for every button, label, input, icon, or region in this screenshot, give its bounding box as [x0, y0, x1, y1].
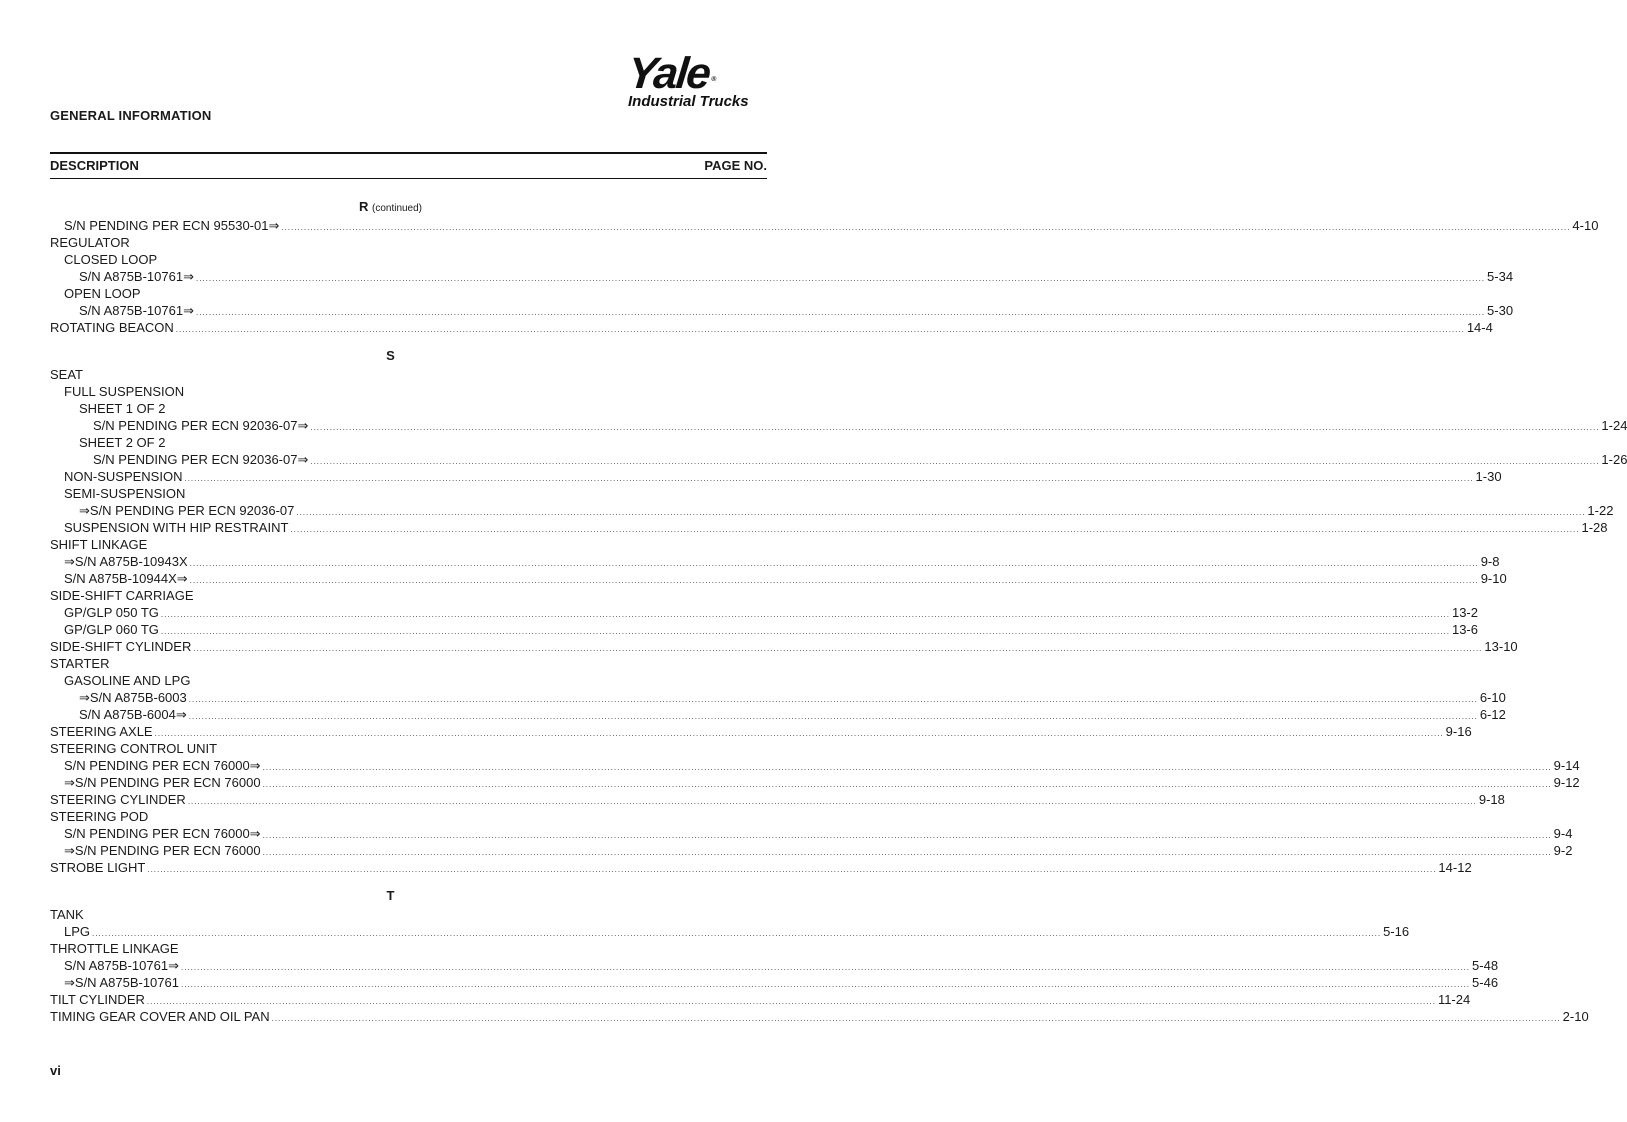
- entry-page-number: 11-24: [1437, 992, 1471, 1007]
- index-entry: [50, 302, 1514, 319]
- entry-label: ⇒S/N A875B-10943X: [64, 554, 188, 569]
- section-letter-heading: [14, 196, 767, 217]
- entry-label: SIDE-SHIFT CYLINDER: [50, 639, 192, 654]
- entry-page-number: 1-30: [1475, 469, 1502, 484]
- entry-label: GP/GLP 060 TG: [64, 622, 159, 637]
- entry-label: SEMI-SUSPENSION: [64, 486, 186, 501]
- entry-page-number: 9-4: [1553, 826, 1573, 841]
- dot-leader: ................................................................................................................................................................................................................................................................................................................................................................................................................: [175, 325, 1465, 334]
- entry-page-number: 1-22: [1587, 503, 1614, 518]
- index-entry: [50, 740, 767, 757]
- header-rule-bottom: [50, 178, 767, 179]
- entry-page-number: 1-24: [1601, 418, 1627, 433]
- section-title: GENERAL INFORMATION: [50, 108, 212, 123]
- entry-label: GASOLINE AND LPG: [64, 673, 191, 688]
- index-entry: [50, 400, 767, 417]
- dot-leader: ................................................................................................................................................................................................................................................................................................................................................................................................................: [271, 1014, 1561, 1023]
- entry-label: STROBE LIGHT: [50, 860, 146, 875]
- entry-label: STARTER: [50, 656, 110, 671]
- entry-label: S/N PENDING PER ECN 92036-07⇒: [93, 418, 309, 433]
- index-entry: [50, 638, 1518, 655]
- index-entry: [50, 825, 1573, 842]
- dot-leader: ................................................................................................................................................................................................................................................................................................................................................................................................................: [195, 274, 1486, 283]
- index-entry: [50, 217, 1599, 234]
- entry-label: THROTTLE LINKAGE: [50, 941, 179, 956]
- logo-subtitle: Industrial Trucks: [628, 93, 749, 110]
- entry-page-number: 9-18: [1478, 792, 1505, 807]
- index-entry: [50, 587, 767, 604]
- index-entry: [50, 723, 1472, 740]
- entry-label: ROTATING BEACON: [50, 320, 174, 335]
- section-continued-note: (continued): [371, 203, 423, 214]
- entry-label: GP/GLP 050 TG: [64, 605, 159, 620]
- index-entry: [50, 570, 1507, 587]
- index-entry: [50, 655, 767, 672]
- section-letter-heading: [14, 885, 767, 906]
- dot-leader: ................................................................................................................................................................................................................................................................................................................................................................................................................: [92, 929, 1382, 938]
- dot-leader: ................................................................................................................................................................................................................................................................................................................................................................................................................: [184, 474, 1474, 483]
- entry-label: S/N A875B-6004⇒: [79, 707, 187, 722]
- entry-label: LPG: [64, 924, 91, 939]
- entry-page-number: 2-10: [1562, 1009, 1589, 1024]
- entry-page-number: 9-12: [1553, 775, 1580, 790]
- entry-page-number: 9-10: [1480, 571, 1507, 586]
- dot-leader: ................................................................................................................................................................................................................................................................................................................................................................................................................: [262, 831, 1552, 840]
- entry-page-number: 6-10: [1479, 690, 1506, 705]
- entry-label: ⇒S/N PENDING PER ECN 76000: [64, 843, 261, 858]
- entry-label: ⇒S/N PENDING PER ECN 76000: [64, 775, 261, 790]
- index-entry: [50, 923, 1410, 940]
- entry-label: TILT CYLINDER: [50, 992, 145, 1007]
- index-entry: [50, 672, 767, 689]
- section-letter: R: [358, 199, 369, 214]
- entry-page-number: 5-34: [1487, 269, 1514, 284]
- section-letter: T: [386, 888, 395, 903]
- logo-wordmark: [625, 49, 717, 98]
- dot-leader: ................................................................................................................................................................................................................................................................................................................................................................................................................: [160, 610, 1450, 619]
- entry-label: TIMING GEAR COVER AND OIL PAN: [50, 1009, 270, 1024]
- index-entry: [50, 434, 767, 451]
- index-entry: [50, 774, 1580, 791]
- entry-page-number: 9-2: [1553, 843, 1573, 858]
- entry-page-number: 6-12: [1479, 707, 1506, 722]
- index-entry: [50, 553, 1500, 570]
- entry-page-number: 13-6: [1451, 622, 1478, 637]
- entry-label: TANK: [50, 907, 84, 922]
- entry-label: SHIFT LINKAGE: [50, 537, 148, 552]
- section-letter-heading: [14, 345, 767, 366]
- index-entry: [50, 485, 767, 502]
- dot-leader: ................................................................................................................................................................................................................................................................................................................................................................................................................: [188, 695, 1478, 704]
- index-entry: [50, 906, 767, 923]
- dot-leader: ................................................................................................................................................................................................................................................................................................................................................................................................................: [262, 780, 1552, 789]
- entry-label: SIDE-SHIFT CARRIAGE: [50, 588, 194, 603]
- entry-page-number: 5-48: [1472, 958, 1499, 973]
- entry-label: S/N A875B-10761⇒: [79, 303, 194, 318]
- dot-leader: ................................................................................................................................................................................................................................................................................................................................................................................................................: [160, 627, 1450, 636]
- index-entry: [50, 757, 1580, 774]
- dot-leader: ................................................................................................................................................................................................................................................................................................................................................................................................................: [262, 848, 1552, 857]
- dot-leader: ................................................................................................................................................................................................................................................................................................................................................................................................................: [262, 763, 1552, 772]
- entry-label: CLOSED LOOP: [64, 252, 158, 267]
- dot-leader: ................................................................................................................................................................................................................................................................................................................................................................................................................: [296, 508, 1586, 517]
- dot-leader: ................................................................................................................................................................................................................................................................................................................................................................................................................: [310, 423, 1600, 432]
- entry-label: SUSPENSION WITH HIP RESTRAINT: [64, 520, 289, 535]
- entry-label: STEERING CYLINDER: [50, 792, 186, 807]
- entry-page-number: 4-10: [1572, 218, 1599, 233]
- section-letter: S: [386, 348, 395, 363]
- entry-page-number: 1-28: [1581, 520, 1608, 535]
- logo-word-text: Yale: [625, 49, 712, 98]
- index-entry: [50, 808, 767, 825]
- page-number: vi: [50, 1063, 61, 1078]
- index-entry: [50, 234, 767, 251]
- entry-page-number: 5-16: [1383, 924, 1410, 939]
- index-entry: [50, 842, 1573, 859]
- dot-leader: ................................................................................................................................................................................................................................................................................................................................................................................................................: [281, 223, 1571, 232]
- index-entry: [50, 366, 767, 383]
- registered-mark: ®: [710, 76, 717, 83]
- index-entry: [50, 706, 1506, 723]
- column-header-page-no: PAGE NO.: [704, 158, 767, 173]
- entry-label: S/N PENDING PER ECN 92036-07⇒: [93, 452, 309, 467]
- entry-label: S/N PENDING PER ECN 95530-01⇒: [64, 218, 280, 233]
- entry-label: S/N A875B-10944X⇒: [64, 571, 188, 586]
- entry-page-number: 9-14: [1553, 758, 1580, 773]
- dot-leader: ................................................................................................................................................................................................................................................................................................................................................................................................................: [180, 963, 1471, 972]
- entry-label: S/N PENDING PER ECN 76000⇒: [64, 758, 261, 773]
- entry-label: ⇒S/N PENDING PER ECN 92036-07: [79, 503, 295, 518]
- entry-label: FULL SUSPENSION: [64, 384, 185, 399]
- index-entry: [50, 940, 767, 957]
- index-entry: [50, 859, 1472, 876]
- dot-leader: ................................................................................................................................................................................................................................................................................................................................................................................................................: [188, 712, 1478, 721]
- entry-label: NON-SUSPENSION: [64, 469, 183, 484]
- dot-leader: ................................................................................................................................................................................................................................................................................................................................................................................................................: [290, 525, 1580, 534]
- dot-leader: ................................................................................................................................................................................................................................................................................................................................................................................................................: [189, 576, 1479, 585]
- index-entry: [50, 268, 1514, 285]
- entry-page-number: 9-8: [1480, 554, 1500, 569]
- index-entry: [50, 621, 1478, 638]
- entry-label: SHEET 2 OF 2: [79, 435, 166, 450]
- index-entry: [50, 604, 1478, 621]
- index-entry: [50, 991, 1471, 1008]
- index-entry: [50, 383, 767, 400]
- entry-label: SHEET 1 OF 2: [79, 401, 166, 416]
- index-entry: [50, 974, 1499, 991]
- entry-page-number: 5-30: [1487, 303, 1514, 318]
- dot-leader: ................................................................................................................................................................................................................................................................................................................................................................................................................: [189, 559, 1479, 568]
- entry-page-number: 14-12: [1438, 860, 1472, 875]
- index-entry: [50, 502, 1614, 519]
- index-entry: [50, 468, 1502, 485]
- entry-label: REGULATOR: [50, 235, 130, 250]
- yale-logo: [625, 49, 778, 110]
- entry-page-number: 13-10: [1484, 639, 1518, 654]
- index-entry: [50, 519, 1608, 536]
- index-list: [50, 196, 1627, 1025]
- entry-page-number: 9-16: [1445, 724, 1472, 739]
- dot-leader: ................................................................................................................................................................................................................................................................................................................................................................................................................: [193, 644, 1483, 653]
- index-entry: [50, 451, 1627, 468]
- entry-label: ⇒S/N A875B-6003: [79, 690, 187, 705]
- column-header-description: DESCRIPTION: [50, 158, 139, 173]
- dot-leader: ................................................................................................................................................................................................................................................................................................................................................................................................................: [195, 308, 1486, 317]
- index-entry: [50, 251, 767, 268]
- entry-page-number: 13-2: [1451, 605, 1478, 620]
- index-entry: [50, 536, 767, 553]
- index-entry: [50, 1008, 1589, 1025]
- entry-page-number: 5-46: [1472, 975, 1499, 990]
- entry-page-number: 14-4: [1466, 320, 1493, 335]
- dot-leader: ................................................................................................................................................................................................................................................................................................................................................................................................................: [187, 797, 1477, 806]
- dot-leader: ................................................................................................................................................................................................................................................................................................................................................................................................................: [147, 865, 1437, 874]
- entry-label: S/N PENDING PER ECN 76000⇒: [64, 826, 261, 841]
- index-entry: [50, 957, 1499, 974]
- dot-leader: ................................................................................................................................................................................................................................................................................................................................................................................................................: [154, 729, 1444, 738]
- index-entry: [50, 791, 1505, 808]
- header-rule-top: [50, 152, 767, 154]
- entry-label: S/N A875B-10761⇒: [79, 269, 194, 284]
- index-entry: [50, 319, 1493, 336]
- entry-page-number: 1-26: [1601, 452, 1627, 467]
- dot-leader: ................................................................................................................................................................................................................................................................................................................................................................................................................: [310, 457, 1600, 466]
- index-entry: [50, 689, 1506, 706]
- index-entry: [50, 285, 767, 302]
- entry-label: STEERING AXLE: [50, 724, 153, 739]
- entry-label: STEERING POD: [50, 809, 149, 824]
- dot-leader: ................................................................................................................................................................................................................................................................................................................................................................................................................: [180, 980, 1471, 989]
- entry-label: SEAT: [50, 367, 83, 382]
- entry-label: S/N A875B-10761⇒: [64, 958, 179, 973]
- entry-label: ⇒S/N A875B-10761: [64, 975, 179, 990]
- index-entry: [50, 417, 1627, 434]
- dot-leader: ................................................................................................................................................................................................................................................................................................................................................................................................................: [146, 997, 1436, 1006]
- entry-label: OPEN LOOP: [64, 286, 141, 301]
- entry-label: STEERING CONTROL UNIT: [50, 741, 218, 756]
